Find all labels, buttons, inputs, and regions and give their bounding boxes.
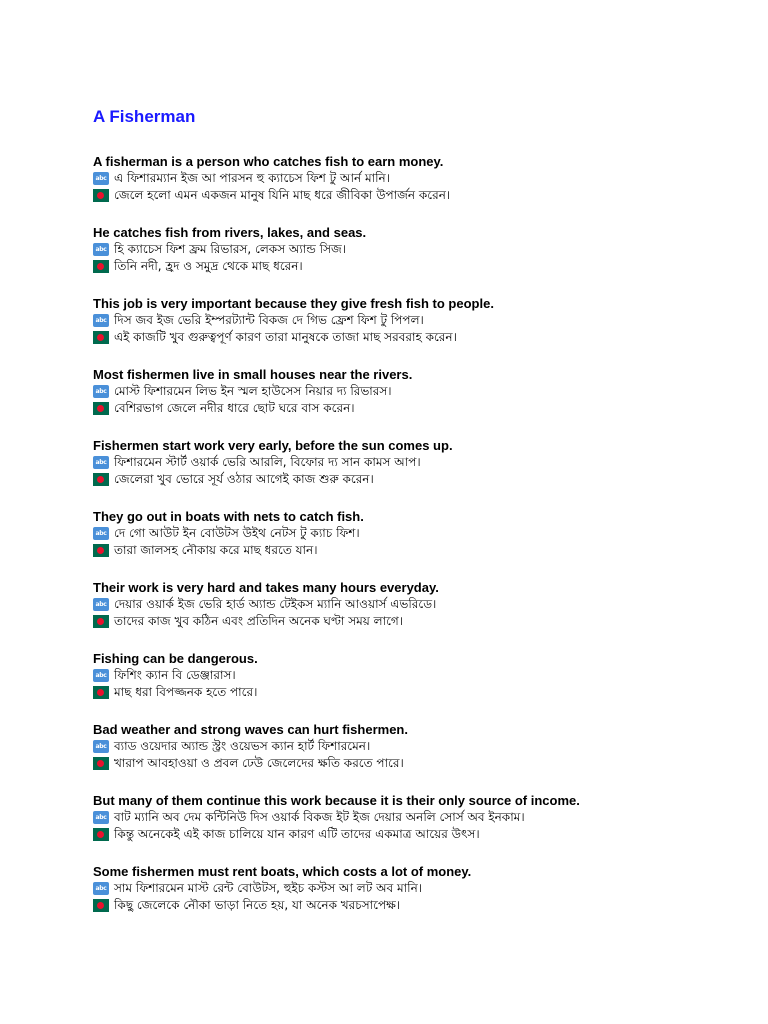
pronunciation-text: মোস্ট ফিশারমেন লিভ ইন স্মল হাউসেস নিয়ার দ্য রিভারস। xyxy=(114,384,392,398)
translation-text: এই কাজটি খুব গুরুত্বপূর্ণ কারণ তারা মানুষকে তাজা মাছ সরবরাহ করেন। xyxy=(114,330,457,344)
pronunciation-line xyxy=(93,596,733,613)
translation-text: কিছু জেলেকে নৌকা ভাড়া নিতে হয়, যা অনেক খরচসাপেক্ষ। xyxy=(114,898,401,912)
translation-text: কিন্তু অনেকেই এই কাজ চালিয়ে যান কারণ এটি তাদের একমাত্র আয়ের উৎস। xyxy=(114,827,480,841)
translation-text: বেশিরভাগ জেলে নদীর ধারে ছোট ঘরে বাস করেন। xyxy=(114,401,355,415)
abc-icon: abc xyxy=(93,811,109,824)
bangladesh-flag-icon xyxy=(93,473,109,486)
english-sentence: They go out in boats with nets to catch fish. xyxy=(93,509,364,524)
translation-text: তারা জালসহ নৌকায় করে মাছ ধরতে যান। xyxy=(114,543,318,557)
bangla-translation-line xyxy=(93,613,733,630)
sentence-block xyxy=(93,224,733,295)
bangladesh-flag-icon xyxy=(93,402,109,415)
pronunciation-line xyxy=(93,738,733,755)
abc-icon: abc xyxy=(93,598,109,611)
english-sentence: Their work is very hard and takes many hours everyday. xyxy=(93,580,439,595)
abc-icon: abc xyxy=(93,669,109,682)
pronunciation-line xyxy=(93,525,733,542)
sentence-block xyxy=(93,579,733,650)
translation-text: তিনি নদী, হ্রদ ও সমুদ্র থেকে মাছ ধরেন। xyxy=(114,259,303,273)
document-page xyxy=(93,106,733,934)
pronunciation-line xyxy=(93,241,733,258)
pronunciation-text: এ ফিশারম্যান ইজ আ পারসন হু ক্যাচেস ফিশ টু আর্ন মানি। xyxy=(114,171,391,185)
bangla-translation-line xyxy=(93,826,733,843)
abc-icon: abc xyxy=(93,456,109,469)
pronunciation-line xyxy=(93,880,733,897)
pronunciation-line xyxy=(93,383,733,400)
pronunciation-line xyxy=(93,170,733,187)
sentence-block xyxy=(93,366,733,437)
bangladesh-flag-icon xyxy=(93,686,109,699)
abc-icon: abc xyxy=(93,172,109,185)
bangla-translation-line xyxy=(93,542,733,559)
pronunciation-line xyxy=(93,809,733,826)
pronunciation-line xyxy=(93,667,733,684)
abc-icon: abc xyxy=(93,243,109,256)
page-title: A Fisherman xyxy=(93,107,196,126)
pronunciation-text: ফিশিং ক্যান বি ডেঞ্জারাস। xyxy=(114,668,236,682)
bangla-translation-line xyxy=(93,187,733,204)
pronunciation-text: দেয়ার ওয়ার্ক ইজ ভেরি হার্ড অ্যান্ড টেইকস ম্যানি আওয়ার্স এভরিডে। xyxy=(114,597,437,611)
bangladesh-flag-icon xyxy=(93,260,109,273)
pronunciation-text: দিস জব ইজ ভেরি ইম্পরট্যান্ট বিকজ দে গিভ ফ্রেশ ফিশ টু পিপল। xyxy=(114,313,424,327)
pronunciation-text: হি ক্যাচেস ফিশ ফ্রম রিভারস, লেকস অ্যান্ড সিজ। xyxy=(114,242,347,256)
sentence-block xyxy=(93,295,733,366)
translation-text: তাদের কাজ খুব কঠিন এবং প্রতিদিন অনেক ঘণ্টা সময় লাগে। xyxy=(114,614,404,628)
abc-icon: abc xyxy=(93,740,109,753)
bangla-translation-line xyxy=(93,329,733,346)
bangladesh-flag-icon xyxy=(93,757,109,770)
sentence-block xyxy=(93,721,733,792)
bangladesh-flag-icon xyxy=(93,189,109,202)
bangla-translation-line xyxy=(93,471,733,488)
sentence-list xyxy=(93,153,733,934)
sentence-block xyxy=(93,863,733,934)
bangladesh-flag-icon xyxy=(93,331,109,344)
abc-icon: abc xyxy=(93,385,109,398)
translation-text: মাছ ধরা বিপজ্জনক হতে পারে। xyxy=(114,685,258,699)
english-sentence: Most fishermen live in small houses near the rivers. xyxy=(93,367,413,382)
translation-text: জেলে হলো এমন একজন মানুষ যিনি মাছ ধরে জীবিকা উপার্জন করেন। xyxy=(114,188,451,202)
pronunciation-text: ব্যাড ওয়েদার অ্যান্ড স্ট্রং ওয়েভস ক্যান হার্ট ফিশারমেন। xyxy=(114,739,371,753)
bangladesh-flag-icon xyxy=(93,544,109,557)
pronunciation-line xyxy=(93,312,733,329)
english-sentence: This job is very important because they give fresh fish to people. xyxy=(93,296,494,311)
english-sentence: Fishing can be dangerous. xyxy=(93,651,258,666)
translation-text: জেলেরা খুব ভোরে সূর্য ওঠার আগেই কাজ শুরু করেন। xyxy=(114,472,374,486)
bangladesh-flag-icon xyxy=(93,615,109,628)
english-sentence: Fishermen start work very early, before the sun comes up. xyxy=(93,438,453,453)
bangladesh-flag-icon xyxy=(93,899,109,912)
abc-icon: abc xyxy=(93,314,109,327)
english-sentence: He catches fish from rivers, lakes, and seas. xyxy=(93,225,367,240)
bangla-translation-line xyxy=(93,755,733,772)
bangladesh-flag-icon xyxy=(93,828,109,841)
english-sentence: A fisherman is a person who catches fish to earn money. xyxy=(93,154,444,169)
bangla-translation-line xyxy=(93,684,733,701)
pronunciation-text: বাট ম্যানি অব দেম কন্টিনিউ দিস ওয়ার্ক বিকজ ইট ইজ দেয়ার অনলি সোর্স অব ইনকাম। xyxy=(114,810,525,824)
sentence-block xyxy=(93,508,733,579)
bangla-translation-line xyxy=(93,258,733,275)
bangla-translation-line xyxy=(93,400,733,417)
abc-icon: abc xyxy=(93,527,109,540)
sentence-block xyxy=(93,153,733,224)
bangla-translation-line xyxy=(93,897,733,914)
abc-icon: abc xyxy=(93,882,109,895)
pronunciation-text: সাম ফিশারমেন মাস্ট রেন্ট বোউটস, হুইচ কস্টস আ লট অব মানি। xyxy=(114,881,423,895)
pronunciation-text: দে গো আউট ইন বোউটস উইথ নেটস টু ক্যাচ ফিশ। xyxy=(114,526,360,540)
english-sentence: But many of them continue this work because it is their only source of income. xyxy=(93,793,580,808)
sentence-block xyxy=(93,437,733,508)
sentence-block xyxy=(93,650,733,721)
translation-text: খারাপ আবহাওয়া ও প্রবল ঢেউ জেলেদের ক্ষতি করতে পারে। xyxy=(114,756,404,770)
pronunciation-text: ফিশারমেন স্টার্ট ওয়ার্ক ভেরি আরলি, বিফোর দ্য সান কামস আপ। xyxy=(114,455,421,469)
pronunciation-line xyxy=(93,454,733,471)
sentence-block xyxy=(93,792,733,863)
english-sentence: Bad weather and strong waves can hurt fishermen. xyxy=(93,722,408,737)
english-sentence: Some fishermen must rent boats, which costs a lot of money. xyxy=(93,864,472,879)
